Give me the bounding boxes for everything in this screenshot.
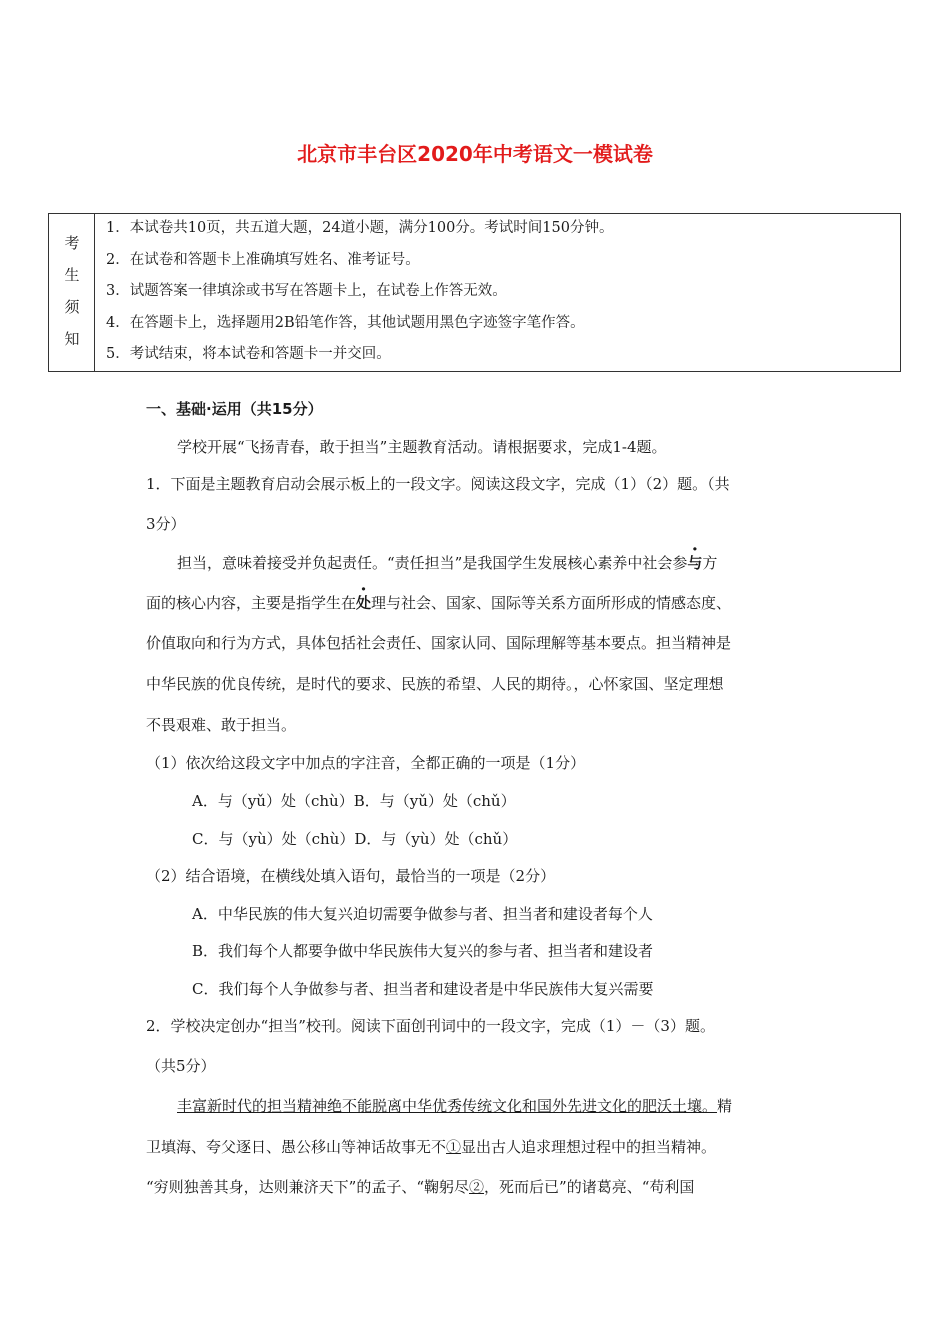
passage-text: 面的核心内容，主要是指学生在 bbox=[146, 594, 357, 612]
blank-marker: ② bbox=[469, 1178, 485, 1196]
notice-item: 1．本试卷共10页，共五道大题，24道小题，满分100分。考试时间150分钟。 bbox=[106, 220, 614, 236]
exam-notice-table bbox=[48, 213, 901, 372]
passage-line bbox=[146, 593, 731, 613]
passage-line bbox=[146, 1177, 694, 1197]
notice-label-char: 考 bbox=[64, 234, 80, 252]
option-b: B．我们每个人都要争做中华民族伟大复兴的参与者、担当者和建设者 bbox=[192, 942, 654, 960]
section-heading: 一、基础·运用（共15分） bbox=[146, 400, 323, 418]
q1-sub1-options: A．与（yǔ）处（chù）B．与（yǔ）处（chǔ） bbox=[192, 792, 516, 810]
passage-text: 理与社会、国家、国际等关系方面所形成的情感态度、 bbox=[371, 594, 732, 612]
page-title: 北京市丰台区2020年中考语文一模试卷 bbox=[297, 142, 653, 166]
notice-label-char: 知 bbox=[64, 330, 80, 348]
passage-line: 价值取向和行为方式，具体包括社会责任、国家认同、国际理解等基本要点。担当精神是 bbox=[146, 634, 732, 652]
q1-stem-cont: 3分） bbox=[146, 515, 186, 533]
notice-label-char: 须 bbox=[64, 298, 80, 316]
blank-marker: ① bbox=[446, 1138, 462, 1156]
q2-stem: 2．学校决定创办“担当”校刊。阅读下面创刊词中的一段文字，完成（1）－（3）题。 bbox=[146, 1017, 715, 1035]
passage-text: 显出古人追求理想过程中的担当精神。 bbox=[461, 1138, 717, 1156]
q1-sub1-stem: （1）依次给这段文字中加点的字注音，全都正确的一项是（1分） bbox=[146, 754, 586, 772]
q2-stem-cont: （共5分） bbox=[146, 1057, 216, 1075]
passage-text: 担当，意味着接受并负起责任。“责任担当”是我国学生发展核心素养中社会参 bbox=[177, 554, 688, 572]
option-a: A．中华民族的伟大复兴迫切需要争做参与者、担当者和建设者每个人 bbox=[192, 905, 653, 923]
passage-line bbox=[177, 553, 717, 573]
notice-item: 4．在答题卡上，选择题用2B铅笔作答，其他试题用黑色字迹签字笔作答。 bbox=[106, 314, 585, 331]
notice-label-char: 生 bbox=[64, 266, 80, 284]
passage-text: “穷则独善其身，达则兼济天下”的孟子、“鞠躬尽 bbox=[146, 1178, 470, 1196]
passage-text: 方 bbox=[702, 554, 718, 572]
notice-items bbox=[106, 217, 613, 375]
passage-line bbox=[146, 1137, 716, 1157]
q1-sub2-stem: （2）结合语境，在横线处填入语句，最恰当的一项是（2分） bbox=[146, 867, 556, 885]
passage-text: 卫填海、夸父逐日、愚公移山等神话故事无不 bbox=[146, 1138, 447, 1156]
notice-item: 5．考试结束，将本试卷和答题卡一并交回。 bbox=[106, 346, 391, 363]
dotted-char: 处 bbox=[356, 594, 372, 612]
underlined-sentence: 丰富新时代的担当精神绝不能脱离中华优秀传统文化和国外先进文化的肥沃土壤。 bbox=[177, 1097, 718, 1115]
dotted-char: 与 bbox=[687, 554, 703, 572]
passage-text: 精 bbox=[717, 1097, 733, 1115]
section-intro: 学校开展“飞扬青春，敢于担当”主题教育活动。请根据要求，完成1-4题。 bbox=[177, 438, 667, 456]
notice-label-cell bbox=[49, 214, 95, 371]
passage-line bbox=[177, 1096, 732, 1116]
notice-item: 2．在试卷和答题卡上准确填写姓名、准考证号。 bbox=[106, 251, 420, 268]
notice-item: 3．试题答案一律填涂或书写在答题卡上，在试卷上作答无效。 bbox=[106, 283, 507, 300]
passage-line: 不畏艰难、敢于担当。 bbox=[146, 716, 297, 734]
q1-sub1-options: C．与（yù）处（chù）D．与（yù）处（chǔ） bbox=[192, 830, 518, 848]
passage-text: ，死而后已”的诸葛亮、“苟利国 bbox=[484, 1178, 695, 1196]
passage-line: 中华民族的优良传统，是时代的要求、民族的希望、人民的期待。，心怀家国、坚定理想 bbox=[146, 675, 724, 693]
q1-stem: 1．下面是主题教育启动会展示板上的一段文字。阅读这段文字，完成（1）（2）题。（共 bbox=[146, 475, 730, 493]
option-c: C．我们每个人争做参与者、担当者和建设者是中华民族伟大复兴需要 bbox=[192, 980, 654, 998]
